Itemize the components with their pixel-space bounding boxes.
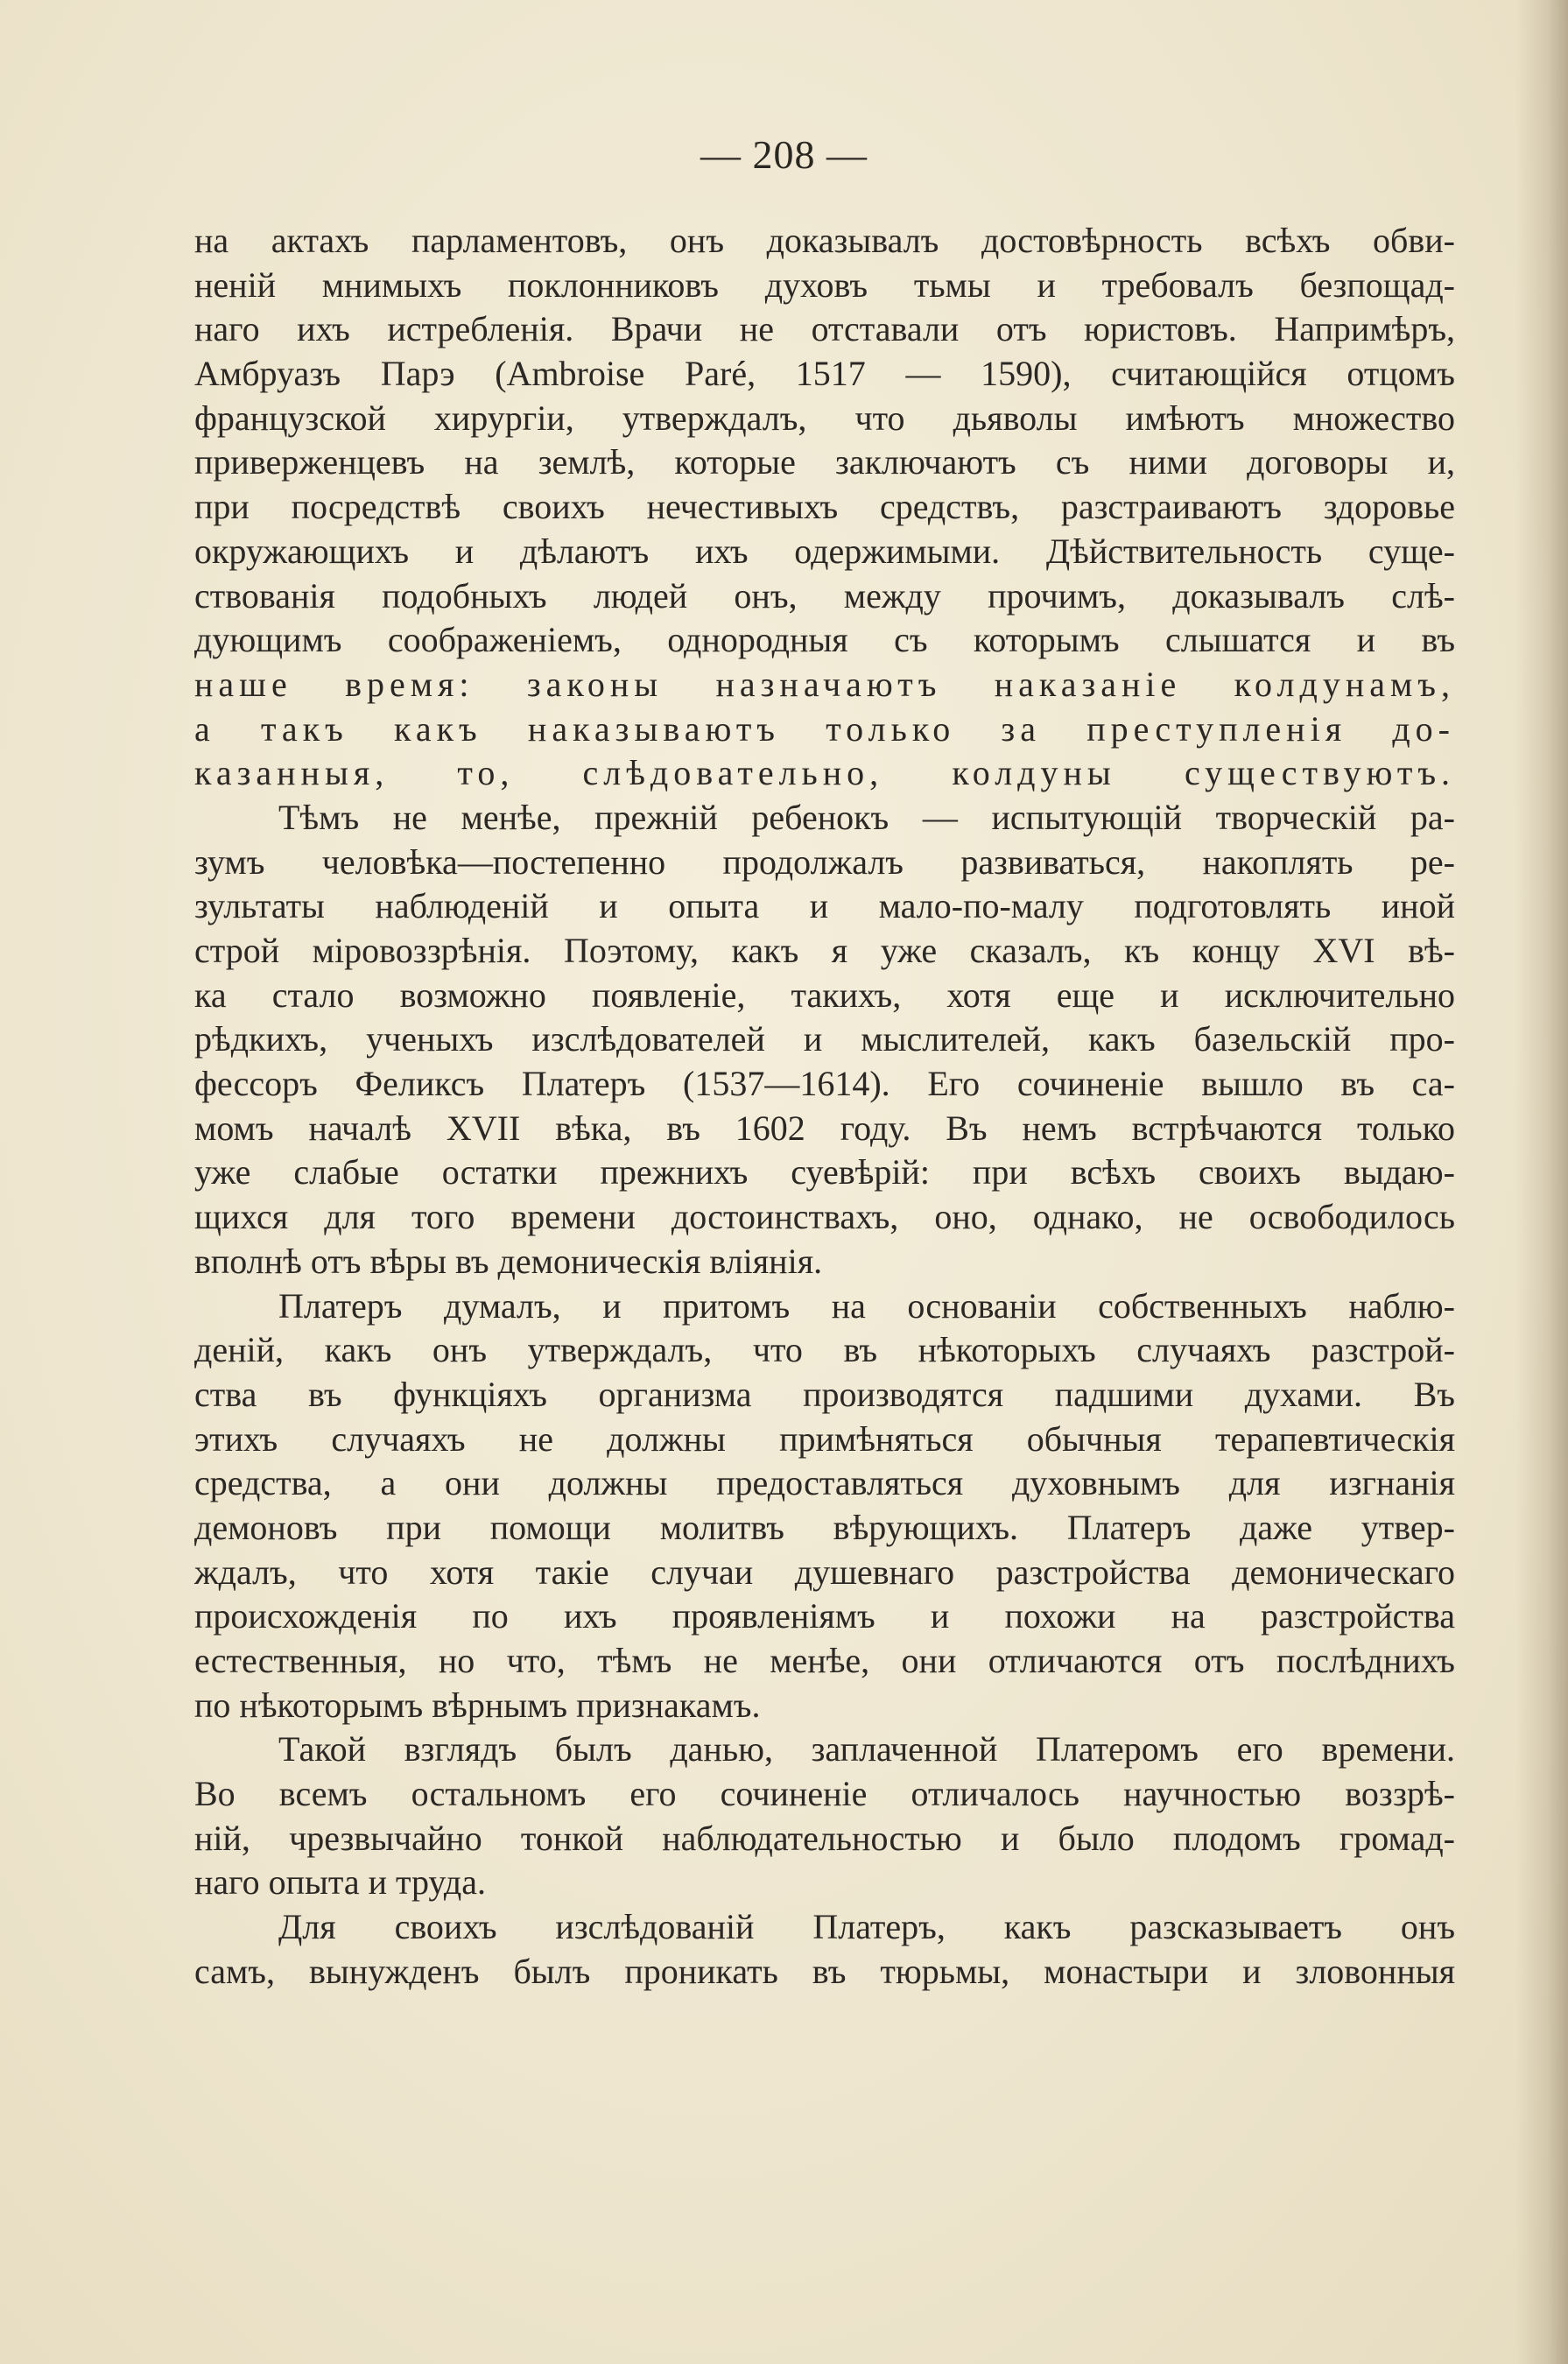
text-line: ства въ функціяхъ организма производятся падшими духами. Въ [194,1374,1455,1414]
text-line: демоновъ при помощи молитвъ вѣрующихъ. Платеръ даже утвер- [194,1507,1455,1547]
text-line: Амбруазъ Парэ (Ambroise Paré, 1517 — 1590), считающійся отцомъ [194,354,1455,394]
text-line: Платеръ думалъ, и притомъ на основаніи собственныхъ наблю- [278,1285,1455,1326]
text-line: приверженцевъ на землѣ, которые заключаютъ съ ними договоры и, [194,442,1455,482]
text-line: происхожденія по ихъ проявленіямъ и похожи на разстройства [194,1596,1455,1636]
text-line: деній, какъ онъ утверждалъ, что въ нѣкоторыхъ случаяхъ разстрой- [194,1330,1455,1370]
text-line: на актахъ парламентовъ, онъ доказывалъ достовѣрность всѣхъ обви- [194,221,1455,260]
text-line: неній мнимыхъ поклонниковъ духовъ тьмы и требовалъ безпощад- [194,264,1455,305]
text-line: ка стало возможно появленіе, такихъ, хотя еще и исключительно [194,974,1455,1015]
text-line: по нѣкоторымъ вѣрнымъ признакамъ. [194,1685,761,1725]
text-line: зультаты наблюденій и опыта и мало-по-малу подготовлять иной [194,886,1455,926]
text-line: Такой взглядъ былъ данью, заплаченной Платеромъ его времени. [278,1729,1455,1769]
page-number: — 208 — [700,132,868,177]
text-line: ній, чрезвычайно тонкой наблюдательностью и было плодомъ громад- [194,1818,1455,1858]
text-line: наше время: законы назначаютъ наказаніе колдунамъ, [194,664,1455,704]
text-line: дующимъ соображеніемъ, однородныя съ которымъ слышатся и въ [194,620,1455,660]
binding-shadow [1515,0,1568,2364]
text-line: щихся для того времени достоинствахъ, оно, однако, не освободилось [194,1197,1455,1237]
text-line: самъ, вынужденъ былъ проникать въ тюрьмы, монастыри и зловонныя [194,1951,1455,1991]
text-line: Для своихъ изслѣдованій Платеръ, какъ разсказываетъ онъ [278,1907,1455,1947]
text-line: при посредствѣ своихъ нечестивыхъ средствъ, разстраиваютъ здоровье [194,487,1455,527]
text-line: наго ихъ истребленія. Врачи не отставали отъ юристовъ. Напримѣръ, [194,309,1455,349]
text-line: ствованія подобныхъ людей онъ, между прочимъ, доказывалъ слѣ- [194,575,1455,616]
text-line: ждалъ, что хотя такіе случаи душевнаго разстройства демоническаго [194,1551,1455,1592]
text-line: рѣдкихъ, ученыхъ изслѣдователей и мыслителей, какъ базельскій про- [194,1019,1455,1059]
text-line: казанныя, то, слѣдовательно, колдуны существуютъ. [194,753,1455,793]
text-line: момъ началѣ XVII вѣка, въ 1602 году. Въ немъ встрѣчаются только [194,1108,1455,1148]
text-line: Во всемъ остальномъ его сочиненіе отличалось научностью воззрѣ- [194,1774,1455,1814]
text-line: Тѣмъ не менѣе, прежній ребенокъ — испытующій творческій ра- [278,797,1455,837]
text-line: зумъ человѣка—постепенно продолжалъ развиваться, накоплять ре- [194,841,1455,882]
text-line: французской хирургіи, утверждалъ, что дьяволы имѣютъ множество [194,398,1455,438]
text-line: естественныя, но что, тѣмъ не менѣе, они отличаются отъ послѣднихъ [194,1641,1455,1680]
text-line: этихъ случаяхъ не должны примѣняться обычныя терапевтическія [194,1418,1455,1459]
text-line: окружающихъ и дѣлаютъ ихъ одержимыми. Дѣйствительность суще- [194,531,1455,571]
text-line: фессоръ Феликсъ Платеръ (1537—1614). Его сочиненіе вышло въ са- [194,1064,1455,1104]
page-body-text [194,219,1455,1995]
text-line: строй міровоззрѣнія. Поэтому, какъ я уже сказалъ, къ концу XVI вѣ- [194,931,1455,970]
text-line: средства, а они должны предоставляться духовнымъ для изгнанія [194,1463,1455,1503]
text-line: вполнѣ отъ вѣры въ демоническія вліянія. [194,1241,823,1281]
text-line: наго опыта и труда. [194,1862,487,1903]
text-line: уже слабые остатки прежнихъ суевѣрій: при всѣхъ своихъ выдаю- [194,1152,1455,1193]
text-line: а такъ какъ наказываютъ только за преступленія до- [194,708,1455,749]
